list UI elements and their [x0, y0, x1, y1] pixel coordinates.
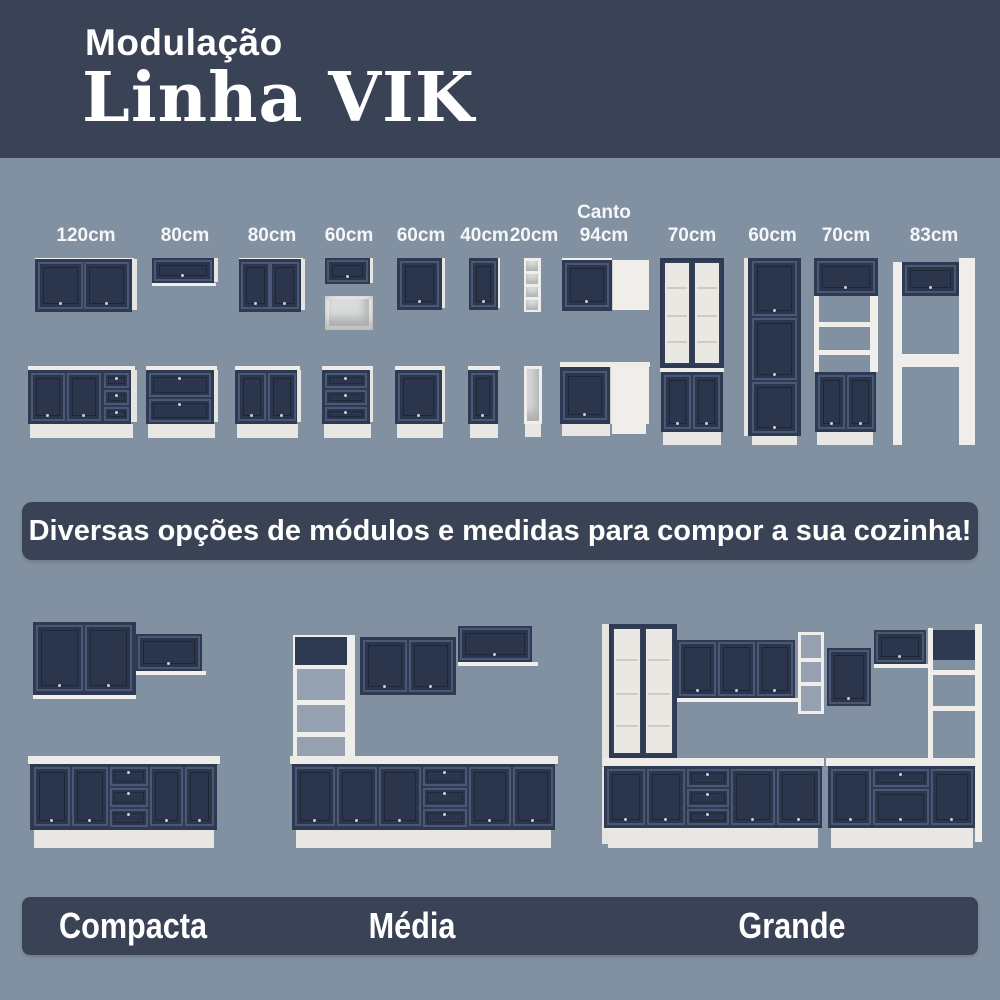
module-canto-94cm-wall-cabinet [562, 258, 648, 311]
shelf [819, 350, 870, 355]
cabinet-door [337, 767, 377, 826]
module-120cm-base-cabinet [28, 366, 137, 438]
plinth [663, 432, 721, 445]
module-label-83cm [893, 204, 975, 248]
plinth [324, 424, 371, 438]
cabinet-drawer [149, 399, 211, 422]
cabinet-edge [136, 671, 206, 675]
cabinet-drawer [110, 767, 148, 786]
cabinet-door [607, 769, 645, 825]
label-text: 120cm [56, 225, 116, 247]
cabinet-edge [214, 370, 218, 422]
flip-door [327, 260, 368, 282]
cabinet-edge [132, 259, 137, 310]
open-interior [801, 635, 821, 711]
shelf [648, 659, 670, 661]
cabinet-edge [131, 370, 137, 422]
cabinet-edge [442, 370, 445, 422]
cabinet-drawer [110, 788, 148, 807]
shelf [667, 341, 687, 343]
cabinet-edge [458, 662, 538, 666]
label-text: 80cm [160, 225, 210, 247]
module-label-70cm-a [660, 204, 724, 248]
glass-door [663, 261, 691, 365]
legend-media: Média [368, 905, 456, 946]
label-text: 94cm [579, 225, 629, 247]
cabinet-door [363, 640, 407, 692]
cabinet-door [84, 262, 129, 309]
cabinet-edge [870, 296, 878, 372]
module-70cm-tall-oven-tower [814, 258, 878, 445]
plinth [470, 424, 498, 438]
module-label-60cm-a [325, 204, 373, 248]
plinth [237, 424, 298, 438]
countertop [290, 756, 558, 764]
shelf [697, 341, 717, 343]
cabinet-door [268, 373, 296, 421]
label-text: 60cm [748, 225, 797, 247]
module-120cm-wall-cabinet [35, 258, 137, 312]
cabinet-door [931, 769, 973, 825]
banner-text: Diversas opções de módulos e medidas para compor a sua cozinha! [28, 514, 972, 547]
shelf [933, 670, 975, 675]
cabinet-door [563, 371, 607, 420]
cabinet-edge [33, 695, 136, 699]
cabinet-door [238, 373, 266, 421]
module-label-60cm-tall [744, 204, 801, 248]
plinth [30, 424, 133, 438]
plinth [562, 424, 610, 436]
module-canto-94cm-base-cabinet [560, 362, 650, 438]
shelf-opening [526, 287, 538, 297]
module-label-80cm-a [152, 204, 218, 248]
module-70cm-tall-glass-cabinet [660, 258, 724, 445]
module-60cm-flip-and-niche [325, 258, 373, 330]
module-60cm-tall-pantry [744, 258, 801, 445]
countertop [28, 756, 220, 764]
glass-door [693, 261, 721, 365]
plinth [148, 424, 215, 438]
cabinet-door [873, 789, 929, 825]
cabinet-drawer [325, 390, 367, 405]
cabinet-drawer [423, 809, 467, 827]
cabinet-edge [975, 624, 982, 842]
flip-door [138, 636, 200, 669]
cabinet-door [295, 767, 335, 826]
cabinet-door [72, 767, 108, 826]
cabinet-door [471, 373, 495, 421]
label-text: 80cm [247, 225, 297, 247]
plinth [612, 424, 646, 434]
module-20cm-open-base [524, 366, 542, 438]
module-60cm-wall-cabinet [397, 258, 445, 310]
shelf [697, 315, 717, 317]
shelf [616, 659, 638, 661]
shelf [667, 315, 687, 317]
module-83cm-fridge-surround [893, 258, 975, 445]
module-label-60cm-b [397, 204, 445, 248]
corner-side-panel [610, 367, 649, 424]
module-label-120cm [35, 204, 137, 248]
cabinet-door [67, 373, 101, 421]
cabinet-drawer [149, 373, 211, 397]
cabinet-edge [893, 262, 902, 445]
cabinet-door [150, 767, 183, 826]
cabinet-door [513, 767, 553, 826]
flip-door [905, 265, 956, 293]
flip-door [817, 261, 875, 293]
cabinet-door [777, 769, 820, 825]
flip-door [154, 260, 212, 281]
cabinet-drawer [104, 390, 129, 405]
header-eyebrow: Modulação [85, 22, 283, 63]
niche-interior [527, 369, 539, 421]
plinth [752, 436, 797, 445]
kitchen-media-render [290, 620, 562, 848]
cabinet-door [847, 375, 874, 429]
plinth [831, 828, 973, 848]
shelf [902, 354, 959, 367]
cabinet-door [831, 769, 871, 825]
shelf-opening [526, 261, 538, 271]
module-60cm-drawer-base [322, 366, 373, 438]
cabinet-edge [297, 370, 301, 422]
cabinet-door [471, 261, 496, 307]
plinth [34, 830, 214, 848]
cabinet-edge [301, 259, 305, 310]
module-label-canto-94cm [560, 204, 648, 248]
cabinet-drawer [873, 769, 929, 787]
shelf-opening [526, 274, 538, 284]
label-text: 40cm [460, 225, 509, 247]
cabinet-drawer [104, 407, 129, 421]
shelf [697, 287, 717, 289]
module-80cm-wall-cabinet [239, 258, 305, 312]
cabinet-door [400, 261, 439, 307]
shelf [648, 693, 670, 695]
label-text: 70cm [667, 225, 717, 247]
cabinet-edge [214, 258, 218, 282]
cabinet-edge [814, 296, 819, 372]
flip-door [933, 630, 975, 660]
cabinet-drawer [423, 767, 467, 786]
countertop [826, 758, 976, 766]
shelf [819, 322, 870, 327]
shelf [297, 700, 345, 705]
shelf [297, 732, 345, 737]
cabinet-drawer [687, 789, 729, 807]
cabinet-drawer [423, 788, 467, 807]
cabinet-drawer [687, 769, 729, 787]
cabinet-door [469, 767, 511, 826]
cabinet-door [379, 767, 421, 826]
label-text: 60cm [396, 225, 446, 247]
shelf [667, 287, 687, 289]
shelf [648, 725, 670, 727]
module-label-80cm-b [239, 204, 305, 248]
shelf [801, 682, 821, 686]
module-80cm-drawer-base [146, 366, 218, 438]
cabinet-drawer [110, 809, 148, 827]
shelf [616, 725, 638, 727]
cabinet-edge [152, 283, 216, 286]
cabinet-edge [370, 258, 373, 283]
cabinet-door [757, 642, 793, 696]
niche-interior [329, 299, 369, 326]
cabinet-edge [959, 258, 975, 445]
module-40cm-wall-cabinet [469, 258, 500, 310]
cabinet-door [647, 769, 685, 825]
module-40cm-door-base [468, 366, 500, 438]
cabinet-door [718, 642, 755, 696]
cabinet-edge [498, 258, 500, 308]
cabinet-door [34, 767, 70, 826]
cabinet-door [38, 262, 83, 309]
shelf [933, 706, 975, 711]
banner [22, 502, 978, 560]
shelf [801, 658, 821, 662]
label-text: 20cm [509, 225, 559, 247]
corner-side-panel [612, 260, 649, 310]
cabinet-door [185, 767, 214, 826]
cabinet-door [752, 318, 797, 380]
flip-door [876, 632, 924, 662]
cabinet-door [270, 262, 299, 309]
cabinet-door [752, 261, 797, 316]
cabinet-drawer [325, 407, 367, 421]
plinth [397, 424, 443, 438]
cabinet-door [398, 373, 439, 421]
flip-door [460, 628, 530, 660]
cabinet-door [752, 382, 797, 433]
cabinet-door [693, 375, 720, 429]
cabinet-drawer [325, 373, 367, 388]
cabinet-door [679, 642, 716, 696]
page-title: Linha VIK [82, 58, 475, 138]
label-text: 83cm [909, 225, 959, 247]
plinth [296, 830, 551, 848]
plinth [525, 424, 541, 437]
cabinet-door [409, 640, 453, 692]
cabinet-edge [874, 664, 930, 668]
module-label-20cm [506, 204, 562, 248]
cabinet-drawer [104, 373, 129, 388]
plinth [817, 432, 873, 445]
cabinet-edge [677, 698, 799, 702]
legend-bar [22, 897, 978, 955]
label-text: 60cm [324, 225, 374, 247]
cabinet-edge [370, 370, 373, 422]
legend-compacta: Compacta [59, 905, 207, 946]
cabinet-door [565, 263, 609, 307]
cabinet-door [829, 650, 869, 704]
header [0, 0, 1000, 158]
module-20cm-open-shelf [524, 258, 541, 312]
module-60cm-door-base [395, 366, 445, 438]
plinth [608, 828, 818, 848]
label-text: 70cm [821, 225, 871, 247]
cabinet-door [241, 262, 270, 309]
kitchen-grande-render [598, 618, 982, 850]
shelf [616, 693, 638, 695]
cabinet-edge [442, 258, 445, 308]
glass-door [612, 627, 642, 755]
cabinet-door [36, 625, 83, 691]
kitchen-compacta-render [28, 620, 224, 848]
flip-door [295, 637, 347, 665]
legend-grande: Grande [738, 905, 846, 946]
cabinet-door [85, 625, 132, 691]
shelf-opening [526, 300, 538, 310]
cabinet-door [731, 769, 775, 825]
cabinet-door [31, 373, 65, 421]
glass-door [644, 627, 674, 755]
cabinet-drawer [687, 809, 729, 825]
module-label-70cm-b [814, 204, 878, 248]
label-text: Canto [577, 202, 631, 224]
module-80cm-flip-wall-cabinet [152, 258, 218, 288]
countertop [602, 758, 824, 766]
cabinet-door [818, 375, 845, 429]
cabinet-door [664, 375, 691, 429]
module-label-40cm [462, 204, 507, 248]
open-interior [297, 669, 345, 757]
module-80cm-door-base [235, 366, 301, 438]
